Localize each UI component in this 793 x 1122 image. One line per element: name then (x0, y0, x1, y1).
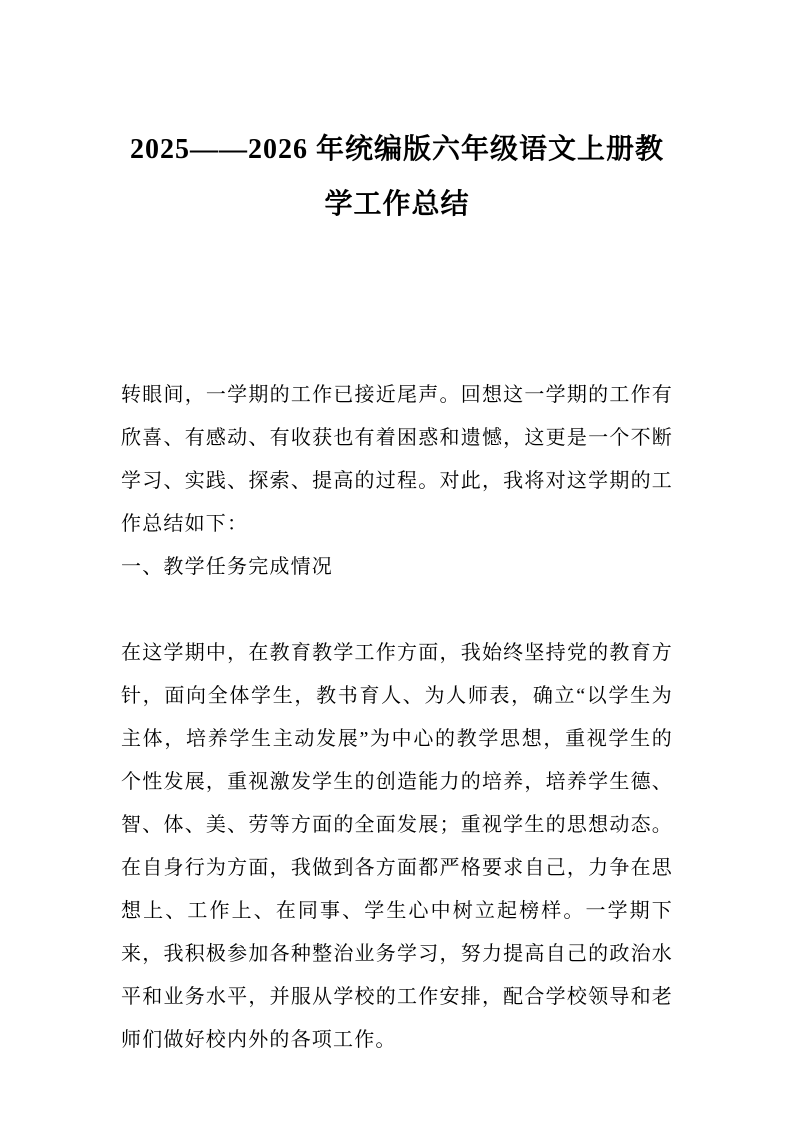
section-1-body-paragraph: 在这学期中，在教育教学工作方面，我始终坚持党的教育方针，面向全体学生，教书育人、为人师表，确立“以学生为主体，培养学生主动发展”为中心的教学思想，重视学生的个性发展，重视激发学生的创造能力的培养，培养学生德、智、体、美、劳等方面的全面发展；重视学生的思想动态。在自身行为方面，我做到各方面都严格要求自己，力争在思想上、工作上、在同事、学生心中树立起榜样。一学期下来，我积极参加各种整治业务学习，努力提高自己的政治水平和业务水平，并服从学校的工作安排，配合学校领导和老师们做好校内外的各项工作。 (121, 642, 673, 1051)
section-1-heading: 一、教学任务完成情况 (121, 556, 333, 578)
intro-paragraph: 转眼间，一学期的工作已接近尾声。回想这一学期的工作有欣喜、有感动、有收获也有着困惑和遗憾，这更是一个不断学习、实践、探索、提高的过程。对此，我将对这学期的工作总结如下： (121, 384, 673, 535)
document-body (121, 374, 673, 1062)
document-title: 2025——2026 年统编版六年级语文上册教学工作总结 (129, 134, 664, 220)
